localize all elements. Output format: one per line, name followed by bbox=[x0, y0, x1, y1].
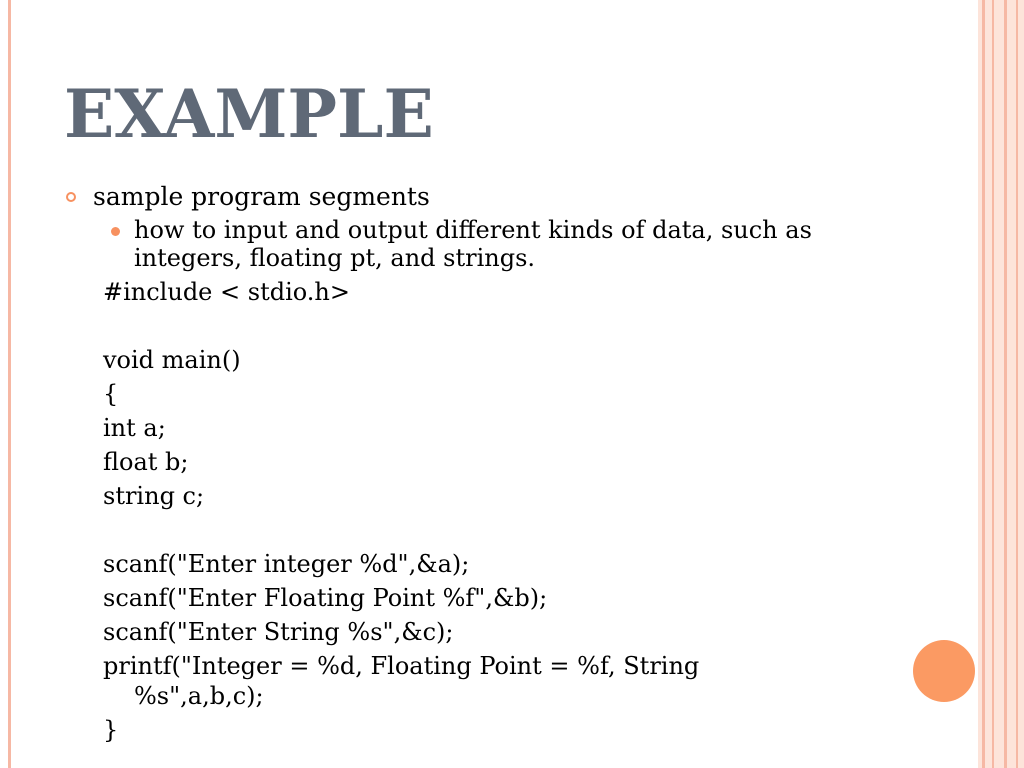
code-line: } bbox=[103, 716, 119, 744]
code-line: #include < stdio.h> bbox=[103, 278, 350, 306]
decorative-circle bbox=[913, 640, 975, 702]
bullet-level2-text: how to input and output different kinds of data, such as integers, floating pt, and strings. bbox=[134, 216, 812, 272]
code-line: int a; bbox=[103, 414, 166, 442]
right-stripe bbox=[1004, 0, 1007, 768]
right-stripe bbox=[992, 0, 994, 768]
code-line: string c; bbox=[103, 482, 205, 510]
hollow-bullet-icon bbox=[66, 192, 76, 202]
right-stripe bbox=[1016, 0, 1018, 768]
code-line: scanf("Enter Floating Point %f",&b); bbox=[103, 584, 548, 612]
code-line: scanf("Enter String %s",&c); bbox=[103, 618, 454, 646]
right-stripe bbox=[982, 0, 985, 768]
code-line-continuation: %s",a,b,c); bbox=[134, 682, 264, 710]
bullet-level1-text: sample program segments bbox=[93, 182, 430, 211]
code-line: { bbox=[103, 380, 119, 408]
slide-title: EXAMPLE bbox=[64, 75, 434, 153]
filled-bullet-icon bbox=[111, 227, 120, 236]
code-line: float b; bbox=[103, 448, 189, 476]
code-line: void main() bbox=[103, 346, 241, 374]
code-line: printf("Integer = %d, Floating Point = %f, String bbox=[103, 652, 700, 680]
code-line: scanf("Enter integer %d",&a); bbox=[103, 550, 470, 578]
